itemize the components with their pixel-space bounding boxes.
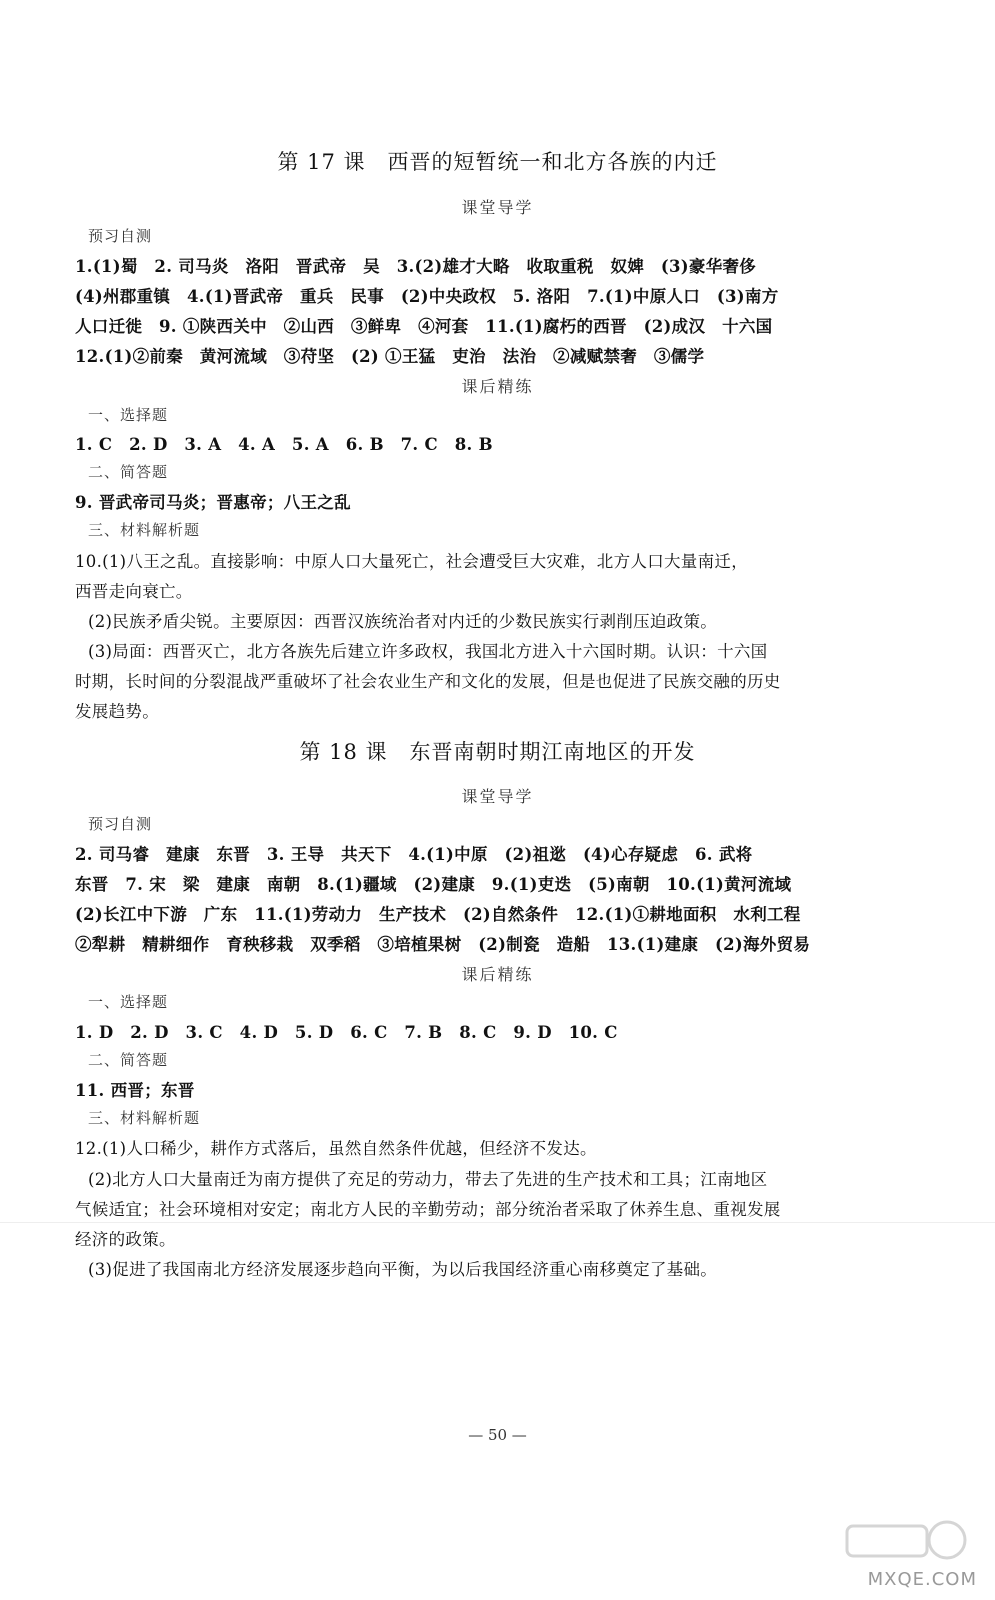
- lesson17-title: 第 17 课 西晋的短暂统一和北方各族的内迁: [277, 150, 718, 174]
- lesson17-short-label: 二、简答题: [88, 463, 169, 481]
- page-number: — 50 —: [468, 1426, 527, 1444]
- lesson17-material-label: 三、材料解析题: [88, 521, 201, 539]
- lesson17-preview-line: 12.(1)②前秦 黄河流域 ③苻坚 (2) ①王猛 吏治 法治 ②减赋禁奢 ③儒学: [75, 347, 705, 366]
- lesson18-short-label: 二、简答题: [88, 1051, 169, 1069]
- lesson18-material-line: (2)北方人口大量南迁为南方提供了充足的劳动力，带去了先进的生产技术和工具；江南地区: [88, 1170, 768, 1189]
- lesson17-choice-answers: 1. C 2. D 3. A 4. A 5. A 6. B 7. C 8. B: [75, 435, 493, 454]
- lesson18-preview-line: ②犁耕 精耕细作 育秧移栽 双季稻 ③培植果树 (2)制瓷 造船 13.(1)建康 (2)海外贸易: [75, 935, 811, 954]
- watermark-text: MXQE.COM: [867, 1569, 977, 1590]
- lesson17-preview-line: 1.(1)蜀 2. 司马炎 洛阳 晋武帝 吴 3.(2)雄才大略 收取重税 奴婢 (3)豪华奢侈: [75, 257, 757, 276]
- lesson18-practice-heading: 课后精练: [461, 965, 534, 984]
- lesson18-choice-answers: 1. D 2. D 3. C 4. D 5. D 6. C 7. B 8. C 9. D 10. C: [75, 1023, 618, 1042]
- lesson18-preview-label: 预习自测: [88, 815, 153, 833]
- lesson18-material-label: 三、材料解析题: [88, 1109, 201, 1127]
- lesson18-material-line: 气候适宜；社会环境相对安定；南北方人民的辛勤劳动；部分统治者采取了休养生息、重视发展: [75, 1200, 781, 1219]
- lesson17-practice-heading: 课后精练: [461, 377, 534, 396]
- lesson17-guide-heading: 课堂导学: [461, 198, 534, 217]
- scan-line-artifact: [0, 1222, 995, 1223]
- lesson17-short-answer: 9. 晋武帝司马炎；晋惠帝；八王之乱: [75, 493, 351, 512]
- lesson17-choice-label: 一、选择题: [88, 406, 169, 424]
- lesson17-preview-line: 人口迁徙 9. ①陕西关中 ②山西 ③鲜卑 ④河套 11.(1)腐朽的西晋 (2)成汉 十六国: [75, 317, 773, 336]
- lesson17-material-line: 发展趋势。: [75, 702, 159, 721]
- lesson17-preview-label: 预习自测: [88, 227, 153, 245]
- lesson18-preview-line: 2. 司马睿 建康 东晋 3. 王导 共天下 4.(1)中原 (2)祖逖 (4)心存疑虑 6. 武将: [75, 845, 753, 864]
- lesson18-short-answer: 11. 西晋；东晋: [75, 1081, 195, 1100]
- lesson18-choice-label: 一、选择题: [88, 993, 169, 1011]
- lesson17-material-line: (3)局面：西晋灭亡，北方各族先后建立许多政权，我国北方进入十六国时期。认识：十六国: [88, 642, 768, 661]
- lesson17-material-line: 西晋走向衰亡。: [75, 582, 193, 601]
- lesson18-guide-heading: 课堂导学: [461, 787, 534, 806]
- lesson18-title: 第 18 课 东晋南朝时期江南地区的开发: [299, 740, 696, 764]
- lesson18-material-line: 经济的政策。: [75, 1230, 176, 1249]
- lesson18-material-line: 12.(1)人口稀少，耕作方式落后，虽然自然条件优越，但经济不发达。: [75, 1139, 597, 1158]
- lesson17-material-line: 时期，长时间的分裂混战严重破坏了社会农业生产和文化的发展，但是也促进了民族交融的历史: [75, 672, 781, 691]
- lesson17-material-line: (2)民族矛盾尖锐。主要原因：西晋汉族统治者对内迁的少数民族实行剥削压迫政策。: [88, 612, 718, 631]
- lesson18-preview-line: (2)长江中下游 广东 11.(1)劳动力 生产技术 (2)自然条件 12.(1)①耕地面积 水利工程: [75, 905, 801, 924]
- lesson18-preview-line: 东晋 7. 宋 梁 建康 南朝 8.(1)疆域 (2)建康 9.(1)吏迭 (5)南朝 10.(1)黄河流域: [75, 875, 792, 894]
- lesson17-material-line: 10.(1)八王之乱。直接影响：中原人口大量死亡，社会遭受巨大灾难，北方人口大量南迁，: [75, 552, 749, 571]
- lesson17-preview-line: (4)州郡重镇 4.(1)晋武帝 重兵 民事 (2)中央政权 5. 洛阳 7.(1)中原人口 (3)南方: [75, 287, 779, 306]
- lesson18-material-line: (3)促进了我国南北方经济发展逐步趋向平衡，为以后我国经济重心南移奠定了基础。: [88, 1260, 718, 1279]
